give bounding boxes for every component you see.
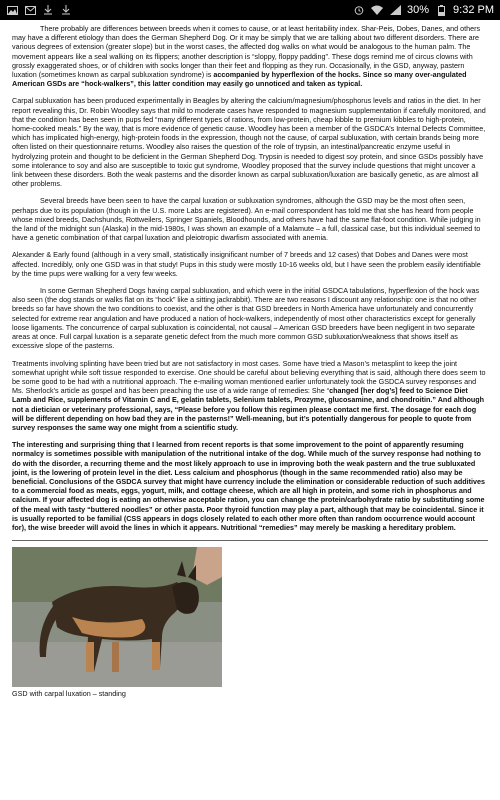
image-notification-icon	[6, 4, 18, 16]
clock-time: 9:32 PM	[453, 4, 494, 16]
wifi-icon	[371, 4, 383, 16]
photo-caption: GSD with carpal luxation – standing	[12, 689, 126, 699]
paragraph-5: In some German Shepherd Dogs having carpal subluxation, and which were in the initial GSDCA tabulations, hyperflexion of the hock was also seen (the dog stands or walks flat on its “hock” like a sitting jackrabbit). There are two reasons I discount any relationship: one is that no other breeds so far have shown the two conditions to coexist, and the other is that GSD breeders in North America have unfortunately and concurrently selected for extreme rear angulation and have produced a nation of hock-walkers, independently of most other characteristics except for generally loose ligaments. The concurrence of carpal subluxation is coincidental, not causal – American GSD breeders have been negligent in two separate areas at once. Full carpal luxation is a separate genetic defect from the much more common GSD subluxation/weakness that shows itself as excessive slope of the pasterns.	[12, 286, 480, 351]
paragraph-6-bold: changed [her dog’s] feed to Science Diet Lamb and Rice, supplements of Vitamin C and E, gelatin tablets, Selenium tablets, Prozyme, glucosamine, and chondroitin.” And although not a dietician or veterinary professional, says, “Please before you follow this regimen please contact me first. The dosage for each dog will be different depending on how bad they are in the pasterns!” Well-meaning, but it’s potentially dangerous for people to quote from survey responses the same way one might from a scientific study.	[12, 386, 485, 432]
article-body	[0, 20, 500, 800]
paragraph-2: Carpal subluxation has been produced experimentally in Beagles by altering the calcium/magnesium/phosphorus levels and ratios in the diet. In her report revealing this, Dr. Robin Woodley says that mild to moderate cases have responded to magnesium supplementation if carefully monitored, and that the condition has been seen in pups fed “many different types of rations, from low-protein, cheap kibble to premium kibbles to high-protein, home-cooked meals.” By the way, that is more evidence of genetic cause. Woodley has been a member of the GSDCA’s Internal Defects Committee, which has implicated high-energy, high-protein foods in the expression, though not the cause, of carpal subluxation, with certain brands being more often listed on their questionnaire returns. Woodley also raises the question of the role of trypsin, an intestinal/pancreatic enzyme useful in hydrolyzing protein and thought to be deficient in the German Shepherd Dog. Trypsin is needed to digest soy protein, and since GSDs possibly have some intolerance to soy and also are susceptible to toxic gut syndrome, Woodley proposed that the survey include questions that might uncover a link between these disorders. Both the weak pasterns and the disorder known as carpal subluxation/luxation are basically genetic, as are almost all other problems.	[12, 96, 486, 189]
paragraph-1	[12, 24, 488, 88]
paragraph-3: Several breeds have been seen to have the carpal luxation or subluxation syndromes, although the GSD may be the most often seen, perhaps due to its population (though in the U.S. more Labs are registered). An e-mail correspondent has told me that she has heard from people whose mixed breeds, Dachshunds, Rottweilers, Springer Spaniels, Bloodhounds, and others have had the same flat-foot condition. While judging in the land of the midnight sun (Alaska) in the mid-1980s, I was shown an example of a Malamute – a full, classical case, but this individual seemed to have a genetic combination of that carpal luxation and pleiotropic dwarfism associated with anemia.	[12, 196, 481, 243]
signal-icon	[389, 4, 401, 16]
notification-icons	[6, 4, 72, 16]
battery-icon	[435, 4, 447, 16]
paragraph-7	[12, 440, 488, 532]
paragraph-6-text: Treatments involving splinting have been tried but are not satisfactory in most cases. Some have tried a Mason’s metasplint to keep the joint somewhat upright while soft tissue responded to exercise. One should be careful about believing everything that is said, although there does seem to be some good to be had with a nutritional approach. The e-mailing woman mentioned earlier unfortunately took the GSDCA survey responses and Ms. Sherlock’s article as gospel and has been preaching the use of a wide range of remedies: She “	[12, 358, 486, 396]
alarm-icon	[353, 4, 365, 16]
download-notification-icon-2	[60, 4, 72, 16]
battery-percent: 30%	[407, 4, 430, 16]
paragraph-1-bold: accompanied by hyperflexion of the hocks. Since so many over-angulated American GSDs are “hock-walkers”, this latter condition may easily go unnoticed and taken as typical.	[12, 70, 467, 89]
paragraph-6	[12, 359, 488, 433]
paragraph-1-text: There probably are differences between breeds when it comes to cause, or at least heritability index. Shar-Peis, Dobes, Danes, and others may have a different etiology than does the German Shepherd Dog. Or it may be simply that we are talking about two different disorders. There are various degrees of extension (greater slope) but in the worst cases, the affected dog walks on what would be analogous to the human palm. The movement appears like a seal walking on its flippers; another description is “sloppy, floppy padding”. These dogs remind me of circus clowns with grossly exaggerated shoes, or of children with socks longer than their feet and flopping as they run. Occasionally, in the GSD, anyway, pastern luxation (sometimes known as carpal subluxation syndrome) is	[12, 24, 481, 80]
status-bar	[0, 0, 500, 20]
dog-photo	[12, 547, 222, 687]
download-notification-icon	[42, 4, 54, 16]
system-status	[353, 4, 494, 16]
paragraph-7-bold: The interesting and surprising thing that I learned from recent reports is that some improvement to the point of apparently resuming normalcy is sometimes possible with manipulation of the nutritional intake of the dog. While much of the survey response had nothing to do with the disorder, a recurring theme and the most likely approach to use in improving both the weak pastern and the true subluxated joint, is the lowering of protein level in the diet. Less calcium and phosphorus (though in the same recommended ratio) also may be beneficial. Conclusions of the GSDCA survey that might have currency include the elimination or considerable reduction of such additives to a commercial food as meats, eggs, yogurt, milk, and cottage cheese, which are all high in protein, and some rich in phosphorus and calcium. If your affected dog is eating an otherwise acceptable ration, you can change the protein/carbohydrate ratio by substituting some of the meal with tasty “buttered noodles” or other pasta. Poor thyroid function may play a part, although that may be coincidental. Since it is usually reported to be familial (CSS appears in dogs closely related to each other more often than random occurrence would account for), the wise breeder will avoid the lines in which it appears. Nutritional “remedies” may merely be masking a hereditary problem.	[12, 440, 486, 532]
divider	[12, 540, 488, 541]
email-notification-icon	[24, 4, 36, 16]
paragraph-4: Alexander & Early found (although in a very small, statistically insignificant number of 7 breeds and 12 cases) that Dobes and Danes were most affected. Incredibly, only one GSD was in that study! Pups in this study were mostly 10-16 weeks old, but I have seen the problem easily identifiable by the time pups were walking for a very few weeks.	[12, 250, 481, 278]
